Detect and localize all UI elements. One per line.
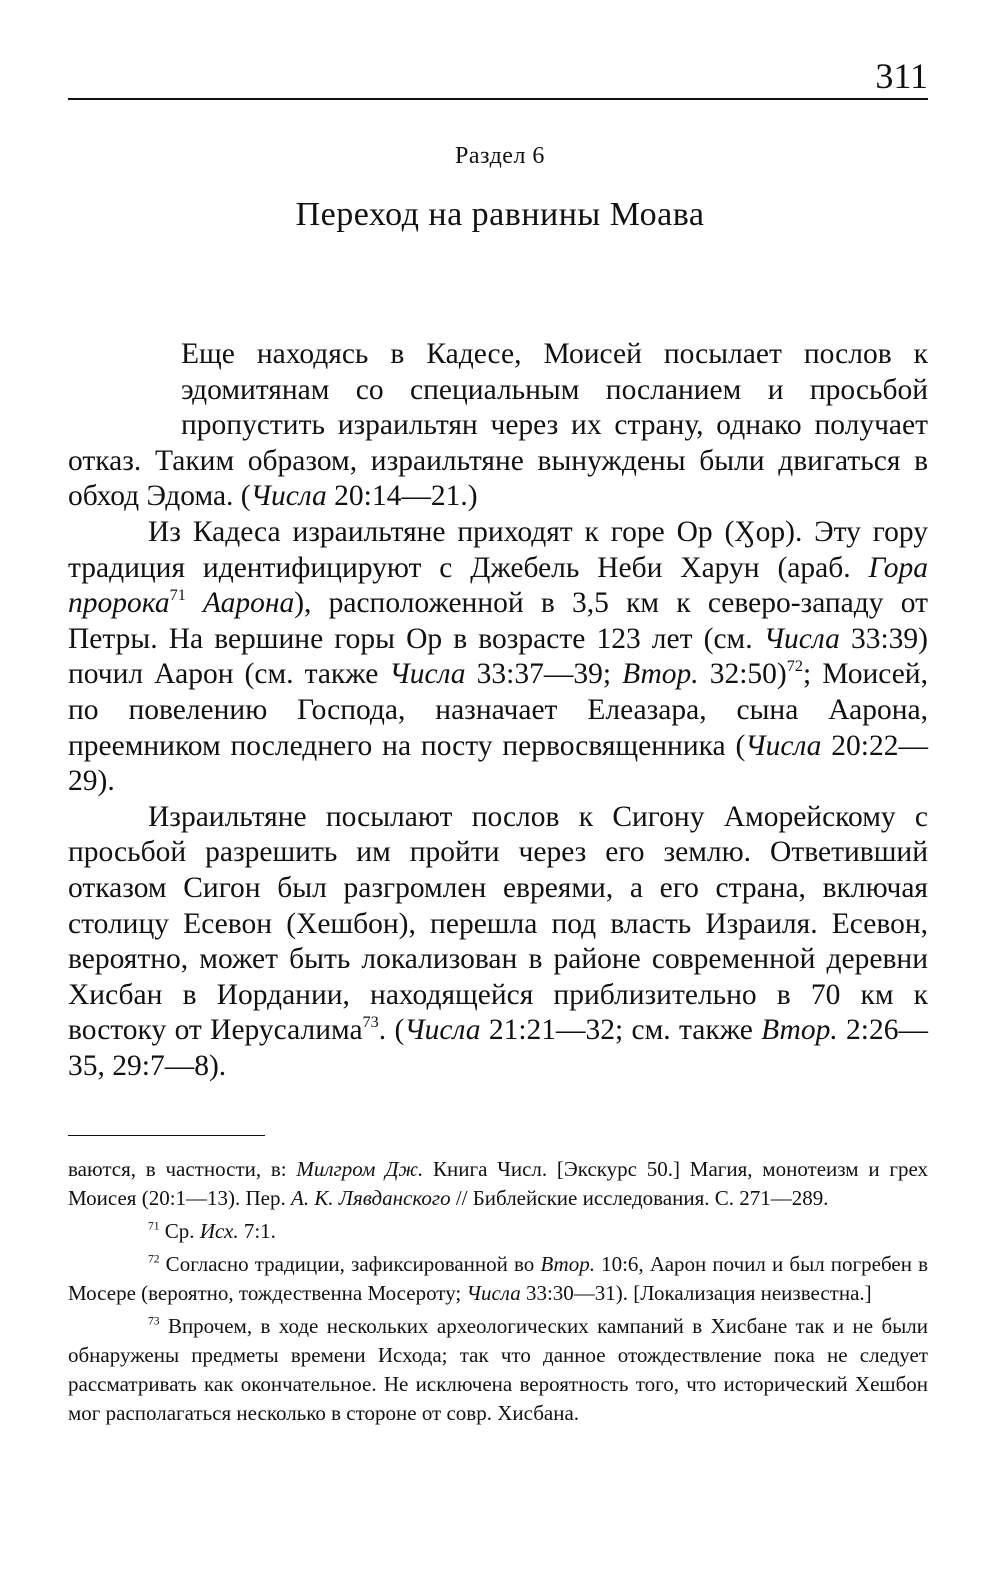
text-run: 21:21—32; см. также — [480, 1014, 762, 1047]
text-run: 33:37—39; — [465, 658, 623, 691]
text-run: ; Моисей, по повелению Господа, назначает Елеазара, сына Аарона, преемником последнего на посту первосвященника ( — [68, 658, 928, 762]
italic-phrase: Аарона — [185, 587, 295, 620]
text-run: ), расположенной в 3,5 км к северо-западу от Петры. На вершине горы Ор в возрасте 123 лет (см. — [68, 587, 928, 655]
reference-book: Числа — [404, 1014, 481, 1047]
author-name: Милгром Дж. — [296, 1157, 424, 1181]
footnote-ref-72: 72 — [786, 657, 803, 676]
footnote-marker: 71 — [148, 1220, 160, 1233]
text-run: Ср. — [159, 1219, 200, 1243]
footnote-marker: 73 — [148, 1315, 160, 1328]
footnote-rule — [68, 1135, 265, 1136]
reference-book: Втор. — [761, 1014, 838, 1047]
reference-book: Числа — [466, 1281, 521, 1305]
text-run: Книга Числ. [Экскурс 50.] Магия, монотеизм и грех Моисея (20:1—13). Пер. — [68, 1157, 929, 1210]
text-run: 20:22—29). — [68, 729, 928, 798]
text-run: ваются, в частности, в: — [68, 1157, 297, 1181]
italic-phrase: Гора пророка — [68, 551, 928, 620]
footnotes — [68, 1155, 928, 1432]
text-run: . ( — [378, 1014, 405, 1047]
paragraph-2 — [68, 515, 928, 800]
translator-name: А. К. Лявданского — [291, 1186, 451, 1210]
text-run: 2:26—35, 29:7—8). — [68, 1014, 928, 1082]
reference-book: Числа — [389, 658, 466, 691]
footnote-continuation — [68, 1155, 928, 1213]
section-label: Раздел 6 — [455, 143, 545, 169]
footnote-marker: 72 — [148, 1253, 160, 1266]
chapter-title: Переход на равнины Моава — [295, 196, 705, 233]
text-run: 7:1. — [238, 1219, 276, 1243]
reference-book: Числа — [763, 622, 840, 655]
footnote-71 — [68, 1217, 928, 1246]
text-run: 33:39) почил Аарон (см. также — [68, 622, 928, 691]
text-run: // Библейские исследования. С. 271—289. — [450, 1186, 829, 1210]
reference-book: Втор. — [540, 1252, 595, 1276]
reference-book: Числа — [745, 729, 822, 762]
reference-book: Числа — [250, 480, 327, 513]
text-run: 32:50) — [698, 658, 787, 691]
text-run: 20:14—21.) — [326, 480, 478, 513]
text-run: Из Кадеса израильтяне приходят к горе Ор (Ӽор). Эту гору традиция идентифицируют с Джебель Неби Харун (араб. — [68, 515, 928, 584]
footnote-73 — [68, 1312, 928, 1428]
header-rule — [68, 98, 928, 100]
reference-book: Исх. — [199, 1219, 239, 1243]
text-run: 33:30—31). [Локализация неизвестна.] — [520, 1281, 872, 1305]
reference-book: Втор. — [622, 658, 699, 691]
page-number: 311 — [875, 56, 928, 96]
footnote-72 — [68, 1250, 928, 1308]
paragraph-1 — [68, 337, 928, 515]
body-text — [68, 337, 928, 1084]
drop-space — [68, 337, 181, 441]
text-run: 10:6, Аарон почил и был погребен в Мосере (вероятно, тождественна Мосероту; — [68, 1252, 929, 1305]
text-run: Согласно традиции, зафиксированной во — [159, 1252, 541, 1276]
text-run: Еще находясь в Кадесе, Моисей посылает послов к эдомитянам со специальным посланием и просьбой пропустить израильтян через их страну, однако получает отказ. Таким образом, израильтяне вынуждены были двигаться в обход Эдома. ( — [68, 338, 928, 513]
footnote-ref-71: 71 — [169, 586, 186, 604]
text-run: Впрочем, в ходе нескольких археологических кампаний в Хисбане так и не были обнаружены предметы времени Исхода; так что данное отождествление пока не следует рассматривать как окончательное. Не исключена вероятность того, что исторический Хешбон мог располагаться несколько в стороне от совр. Хисбана. — [68, 1314, 928, 1425]
text-run: Израильтяне посылают послов к Сигону Аморейскому с просьбой разрешить им пройти через его землю. Ответивший отказом Сигон был разгромлен евреями, а его страна, включая столицу Есевон (Хешбон), перешла под власть Израиля. Есевон, вероятно, может быть локализован в районе современной деревни Хисбан в Иордании, находящейся приблизительно в 70 км к востоку от Иерусалима — [68, 800, 928, 1047]
paragraph-3 — [68, 800, 928, 1085]
footnote-ref-73: 73 — [362, 1013, 379, 1032]
